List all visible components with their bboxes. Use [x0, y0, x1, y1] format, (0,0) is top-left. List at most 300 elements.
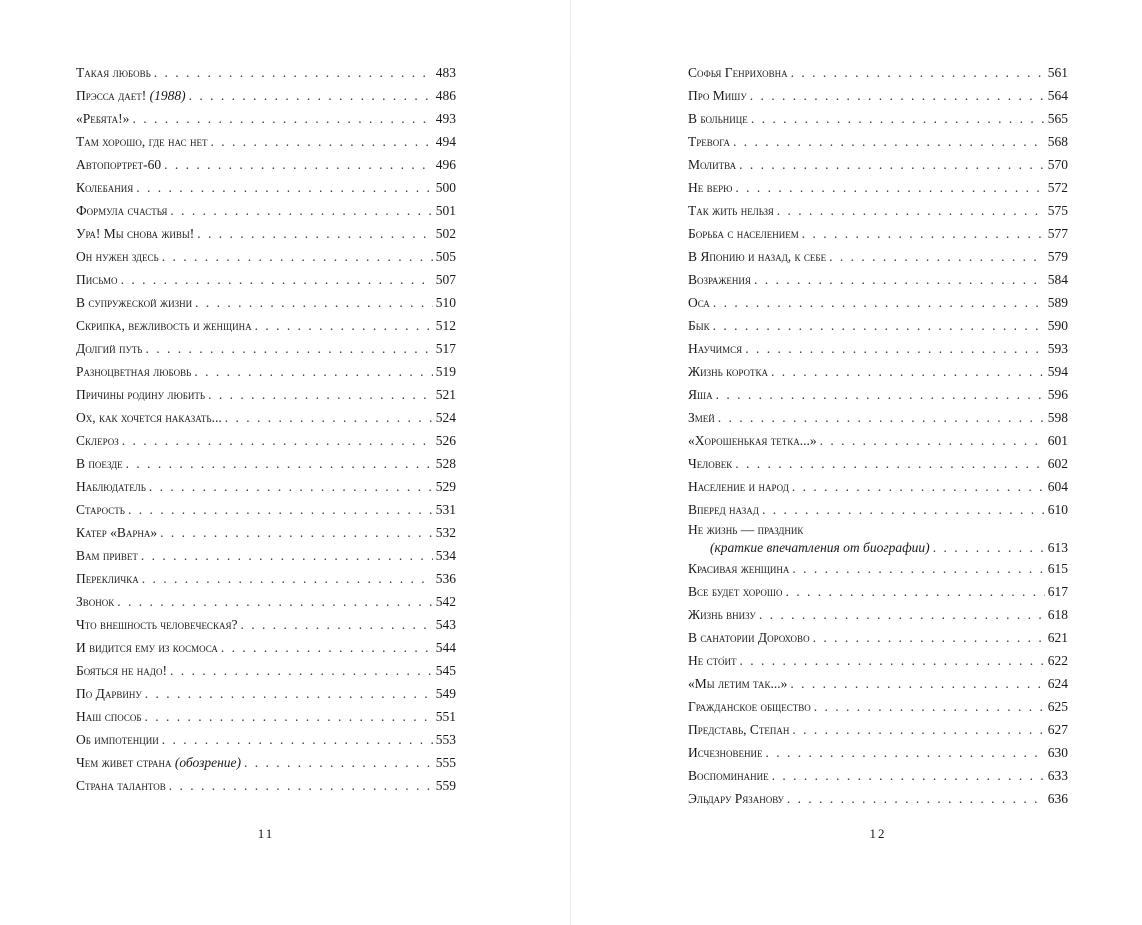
table-of-contents-left [76, 61, 456, 797]
toc-entry-title-text: В больнице [688, 111, 748, 126]
toc-entry-page: 529 [435, 479, 456, 494]
toc-entry [76, 176, 456, 199]
toc-entry-title [76, 222, 194, 245]
toc-entry-title [688, 406, 715, 429]
toc-entry [76, 567, 456, 590]
toc-entry-page: 615 [1047, 561, 1068, 576]
toc-entry-page: 596 [1047, 387, 1068, 402]
toc-entry-title [76, 659, 167, 682]
toc-entry-title [76, 613, 237, 636]
toc-entry-title-text: Красивая женщина [688, 561, 790, 576]
toc-entry-page: 501 [435, 203, 456, 218]
toc-entry-page: 545 [435, 663, 456, 678]
toc-entry-page: 517 [435, 341, 456, 356]
toc-entry-title-text: Ура! Мы снова живы! [76, 226, 195, 241]
toc-entry-title [76, 567, 139, 590]
toc-entry-title-text: Яша [688, 387, 713, 402]
toc-entry-title [76, 498, 125, 521]
toc-entry-title-text: Воспоминание [688, 768, 769, 783]
dot-leader [194, 360, 432, 383]
dot-leader [750, 84, 1045, 107]
toc-entry-subtitle: (краткие впечатления от биографии) [710, 540, 930, 555]
toc-entry-title [76, 705, 142, 728]
page-gutter [570, 0, 571, 925]
toc-entry-title-text: Гражданское общество [688, 699, 811, 714]
toc-entry-title-text: Катер «Варна» [76, 525, 158, 540]
toc-entry-page: 486 [435, 88, 456, 103]
toc-entry-page: 494 [435, 134, 456, 149]
toc-entry-title [76, 314, 252, 337]
dot-leader [117, 590, 432, 613]
toc-entry-page: 627 [1047, 722, 1068, 737]
toc-entry-title [688, 475, 789, 498]
dot-leader [145, 337, 432, 360]
toc-entry-title [688, 245, 826, 268]
dot-leader [777, 199, 1045, 222]
dot-leader [128, 498, 433, 521]
toc-entry [688, 521, 1068, 557]
toc-entry [688, 580, 1068, 603]
dot-leader [162, 245, 433, 268]
toc-entry-title-text: Формула счастья [76, 203, 168, 218]
toc-entry-page: 531 [435, 502, 456, 517]
toc-entry-title-text: В супружеской жизни [76, 295, 193, 310]
dot-leader [716, 383, 1045, 406]
toc-entry-page: 564 [1047, 88, 1068, 103]
toc-entry-title-text: Он нужен здесь [76, 249, 159, 264]
dot-leader [255, 314, 433, 337]
toc-entry [688, 84, 1068, 107]
toc-entry-title-text: Долгий путь [76, 341, 143, 356]
dot-leader [792, 557, 1044, 580]
toc-entry [688, 314, 1068, 337]
toc-entry [76, 383, 456, 406]
toc-entry [688, 764, 1068, 787]
toc-entry [688, 107, 1068, 130]
toc-entry-title-text: Страна талантов [76, 778, 166, 793]
dot-leader [170, 199, 432, 222]
toc-entry-title [688, 61, 788, 84]
dot-leader [772, 764, 1045, 787]
toc-entry [688, 406, 1068, 429]
toc-entry-page: 621 [1047, 630, 1068, 645]
toc-entry-page: 625 [1047, 699, 1068, 714]
toc-entry-title-text: Об импотенции [76, 732, 159, 747]
toc-entry-title-text: Человек [688, 456, 733, 471]
dot-leader [197, 222, 433, 245]
toc-entry-page: 589 [1047, 295, 1068, 310]
toc-entry-title-text: Представь, Степан [688, 722, 790, 737]
toc-entry-title [76, 153, 161, 176]
toc-entry-title [76, 728, 159, 751]
toc-entry-title [688, 429, 817, 452]
toc-entry-title-text: Письмо [76, 272, 118, 287]
toc-entry-title-text: Склероз [76, 433, 119, 448]
toc-entry-title [76, 475, 146, 498]
toc-entry [688, 672, 1068, 695]
toc-entry-title-text: Колебания [76, 180, 134, 195]
toc-entry-page: 598 [1047, 410, 1068, 425]
dot-leader [142, 567, 433, 590]
toc-entry-page: 528 [435, 456, 456, 471]
toc-entry [76, 705, 456, 728]
dot-leader [754, 268, 1045, 291]
dot-leader [762, 498, 1045, 521]
dot-leader [145, 682, 433, 705]
toc-entry [688, 245, 1068, 268]
toc-entry-title [76, 521, 157, 544]
dot-leader [132, 107, 432, 130]
dot-leader [162, 728, 433, 751]
right-page [688, 0, 1068, 925]
toc-entry [688, 718, 1068, 741]
toc-entry-title-text: Бояться не надо! [76, 663, 167, 678]
toc-entry-page: 534 [435, 548, 456, 563]
toc-entry-note: (1988) [149, 88, 186, 103]
toc-entry-title-text: Не сто́ит [688, 653, 737, 668]
toc-entry-title [688, 498, 759, 521]
toc-entry-title-text: Чем живет страна [76, 755, 172, 770]
toc-entry [688, 626, 1068, 649]
toc-entry-page: 633 [1047, 768, 1068, 783]
toc-entry-page: 536 [435, 571, 456, 586]
toc-entry-title-text: Автопортрет-60 [76, 157, 162, 172]
toc-entry-page: 544 [435, 640, 456, 655]
toc-entry-title-text: Про Мишу [688, 88, 747, 103]
dot-leader [735, 176, 1044, 199]
toc-entry-page: 604 [1047, 479, 1068, 494]
toc-entry-page: 521 [435, 387, 456, 402]
dot-leader [121, 268, 433, 291]
toc-entry-title-text: Возражения [688, 272, 751, 287]
toc-entry-page: 507 [435, 272, 456, 287]
dot-leader [933, 539, 1045, 557]
toc-entry-title [76, 107, 129, 130]
toc-entry-page: 602 [1047, 456, 1068, 471]
toc-entry [688, 787, 1068, 810]
toc-entry [76, 682, 456, 705]
dot-leader [785, 580, 1044, 603]
toc-entry-title [76, 337, 142, 360]
toc-entry [76, 636, 456, 659]
toc-entry-page: 636 [1047, 791, 1068, 806]
toc-entry-page: 622 [1047, 653, 1068, 668]
toc-entry-page: 570 [1047, 157, 1068, 172]
dot-leader [766, 741, 1045, 764]
dot-leader [225, 406, 433, 429]
toc-entry [688, 603, 1068, 626]
toc-entry [76, 268, 456, 291]
dot-leader [160, 521, 433, 544]
toc-entry-page: 542 [435, 594, 456, 609]
toc-entry [688, 557, 1068, 580]
dot-leader [759, 603, 1045, 626]
toc-entry-page: 617 [1047, 584, 1068, 599]
dot-leader [790, 672, 1044, 695]
toc-entry-page: 553 [435, 732, 456, 747]
toc-entry-title [76, 452, 123, 475]
toc-entry-page: 572 [1047, 180, 1068, 195]
toc-entry-title-text: Причины родину любить [76, 387, 206, 402]
dot-leader [170, 659, 433, 682]
toc-entry-title-text: Наш способ [76, 709, 142, 724]
toc-entry [76, 337, 456, 360]
toc-entry-title-text: Борьба с населением [688, 226, 799, 241]
toc-entry [76, 130, 456, 153]
toc-entry-title [76, 429, 119, 452]
toc-entry-title-text: Змей [688, 410, 715, 425]
toc-entry-title-text: Наблюдатель [76, 479, 146, 494]
toc-entry-title-text: Эльдару Рязанову [688, 791, 784, 806]
toc-entry-title-text: Жизнь коротка [688, 364, 769, 379]
dot-leader [829, 245, 1045, 268]
toc-entry [76, 107, 456, 130]
toc-entry [76, 153, 456, 176]
toc-entry [76, 360, 456, 383]
toc-entry-title [688, 787, 784, 810]
toc-entry-page: 551 [435, 709, 456, 724]
toc-entry-title [76, 245, 159, 268]
toc-entry-page: 483 [435, 65, 456, 80]
toc-entry-page: 555 [435, 755, 456, 770]
toc-entry-title-text: Такая любовь [76, 65, 151, 80]
toc-entry-title-text: Так жить нельзя [688, 203, 774, 218]
toc-entry-title-text: «Хорошенькая тетка...» [688, 433, 817, 448]
toc-entry [688, 176, 1068, 199]
toc-entry [688, 61, 1068, 84]
toc-entry-page: 543 [435, 617, 456, 632]
dot-leader [802, 222, 1045, 245]
toc-entry-title [76, 360, 191, 383]
toc-entry [76, 406, 456, 429]
toc-entry-page: 575 [1047, 203, 1068, 218]
toc-entry [688, 130, 1068, 153]
toc-entry [76, 84, 456, 107]
toc-entry-title-text: В санатории Дорохово [688, 630, 810, 645]
toc-entry-title [76, 544, 138, 567]
toc-entry-page: 510 [435, 295, 456, 310]
toc-entry-page: 568 [1047, 134, 1068, 149]
toc-entry-page: 505 [435, 249, 456, 264]
toc-entry-title [76, 751, 241, 774]
toc-entry-title [688, 84, 747, 107]
toc-entry [688, 383, 1068, 406]
toc-entry [76, 61, 456, 84]
toc-entry [688, 695, 1068, 718]
toc-entry-title-text: В поезде [76, 456, 123, 471]
dot-leader [745, 337, 1045, 360]
toc-entry-page: 559 [435, 778, 456, 793]
toc-entry-title-text: «Мы летим так...» [688, 676, 788, 691]
toc-entry-title [688, 153, 736, 176]
toc-entry-title-text: Жизнь внизу [688, 607, 756, 622]
toc-entry-title [688, 130, 730, 153]
toc-entry-title [76, 130, 207, 153]
page-number-left: 11 [257, 826, 275, 841]
toc-entry-title [688, 672, 787, 695]
toc-entry-title-text: Старость [76, 502, 125, 517]
toc-entry [688, 498, 1068, 521]
dot-leader [733, 130, 1045, 153]
toc-entry-page: 593 [1047, 341, 1068, 356]
dot-leader [136, 176, 433, 199]
dot-leader [164, 153, 433, 176]
dot-leader [713, 291, 1045, 314]
left-page [76, 0, 456, 925]
toc-entry-title [76, 383, 205, 406]
toc-entry-title [76, 636, 218, 659]
dot-leader [208, 383, 433, 406]
dot-leader [739, 153, 1045, 176]
toc-entry-page: 579 [1047, 249, 1068, 264]
dot-leader [735, 452, 1044, 475]
toc-entry-title [76, 774, 166, 797]
toc-entry-page: 618 [1047, 607, 1068, 622]
dot-leader [210, 130, 432, 153]
dot-leader [820, 429, 1045, 452]
dot-leader [221, 636, 433, 659]
toc-entry-title-text: Ох, как хочется наказать... [76, 410, 222, 425]
toc-entry [688, 337, 1068, 360]
toc-entry-title [76, 61, 151, 84]
toc-entry [688, 153, 1068, 176]
dot-leader [244, 751, 433, 774]
toc-entry-title [76, 199, 167, 222]
dot-leader [145, 705, 433, 728]
toc-entry-title [76, 84, 186, 107]
toc-entry-title [688, 337, 742, 360]
dot-leader [787, 787, 1045, 810]
toc-entry [688, 291, 1068, 314]
toc-entry [76, 728, 456, 751]
toc-entry-title [76, 291, 192, 314]
toc-entry-title [688, 741, 763, 764]
toc-entry-title [76, 590, 114, 613]
dot-leader [792, 475, 1045, 498]
dot-leader [718, 406, 1045, 429]
toc-entry [76, 429, 456, 452]
toc-entry-page: 524 [435, 410, 456, 425]
toc-entry-page: 630 [1047, 745, 1068, 760]
toc-entry-title-text: Не верю [688, 180, 733, 195]
dot-leader [713, 314, 1045, 337]
toc-entry-title [688, 557, 789, 580]
toc-entry-page: 519 [435, 364, 456, 379]
toc-entry [76, 751, 456, 774]
toc-entry-title [688, 626, 810, 649]
dot-leader [189, 84, 433, 107]
toc-entry-page: 610 [1047, 502, 1068, 517]
toc-entry [76, 774, 456, 797]
toc-entry [688, 199, 1068, 222]
toc-entry [76, 452, 456, 475]
dot-leader [126, 452, 433, 475]
dot-leader [740, 649, 1045, 672]
toc-entry [688, 649, 1068, 672]
toc-entry-title [688, 383, 713, 406]
toc-entry-page: 561 [1047, 65, 1068, 80]
toc-entry-note: (обозрение) [174, 755, 242, 770]
toc-entry-title-text: Прэсса дает! [76, 88, 147, 103]
toc-entry-title-text: Тревога [688, 134, 730, 149]
toc-entry-page: 613 [1047, 540, 1068, 555]
dot-leader [792, 718, 1044, 741]
toc-entry-title [76, 682, 142, 705]
toc-entry-title [688, 107, 748, 130]
toc-entry [688, 222, 1068, 245]
toc-entry-page: 512 [435, 318, 456, 333]
toc-entry [688, 475, 1068, 498]
toc-entry-title-text: Вперед назад [688, 502, 759, 517]
toc-entry-page: 565 [1047, 111, 1068, 126]
page-number-right: 12 [869, 826, 887, 841]
toc-entry-title [688, 695, 811, 718]
toc-entry-title-text: Оса [688, 295, 710, 310]
toc-entry-page: 590 [1047, 318, 1068, 333]
toc-entry [76, 475, 456, 498]
table-of-contents-right [688, 61, 1068, 810]
dot-leader [813, 626, 1045, 649]
dot-leader [751, 107, 1045, 130]
toc-entry-title [688, 291, 710, 314]
toc-entry-title [688, 603, 756, 626]
toc-entry-title-text: И видится ему из космоса [76, 640, 218, 655]
toc-entry [688, 452, 1068, 475]
toc-entry [76, 613, 456, 636]
dot-leader [771, 360, 1045, 383]
toc-entry-page: 500 [435, 180, 456, 195]
toc-entry-page: 584 [1047, 272, 1068, 287]
toc-entry-title-text: Разноцветная любовь [76, 364, 192, 379]
toc-entry-title-text: Что внешность человеческая? [76, 617, 238, 632]
toc-entry-title [688, 268, 751, 291]
toc-entry-title-text: По Дарвину [76, 686, 142, 701]
toc-entry-title [76, 406, 222, 429]
toc-entry [76, 659, 456, 682]
toc-entry [76, 544, 456, 567]
toc-entry-title [688, 314, 710, 337]
toc-entry [688, 268, 1068, 291]
toc-entry-title-text: Население и народ [688, 479, 789, 494]
toc-entry-title [688, 649, 737, 672]
toc-entry-title-text: Научимся [688, 341, 743, 356]
toc-entry-title [688, 222, 799, 245]
toc-entry-page: 601 [1047, 433, 1068, 448]
toc-entry-page: 502 [435, 226, 456, 241]
toc-entry-title-text: Исчезновение [688, 745, 763, 760]
toc-entry-title-text: Все будет хорошо [688, 584, 783, 599]
toc-entry [76, 314, 456, 337]
toc-entry [688, 429, 1068, 452]
toc-entry-title [688, 718, 789, 741]
toc-entry-page: 594 [1047, 364, 1068, 379]
toc-entry-title [688, 764, 769, 787]
toc-entry-title-text: Бык [688, 318, 710, 333]
toc-entry-page: 577 [1047, 226, 1068, 241]
toc-entry-title-text: «Ребята!» [76, 111, 130, 126]
toc-entry-page: 549 [435, 686, 456, 701]
toc-entry [76, 199, 456, 222]
dot-leader [791, 61, 1045, 84]
toc-entry-page: 526 [435, 433, 456, 448]
toc-entry-title-text: Звонок [76, 594, 115, 609]
toc-entry [76, 498, 456, 521]
toc-entry-title: Не жизнь — праздник [688, 522, 804, 537]
toc-entry-title [688, 360, 768, 383]
toc-entry-title [688, 580, 782, 603]
toc-entry-title-text: Вам привет [76, 548, 138, 563]
toc-entry-title [688, 452, 732, 475]
